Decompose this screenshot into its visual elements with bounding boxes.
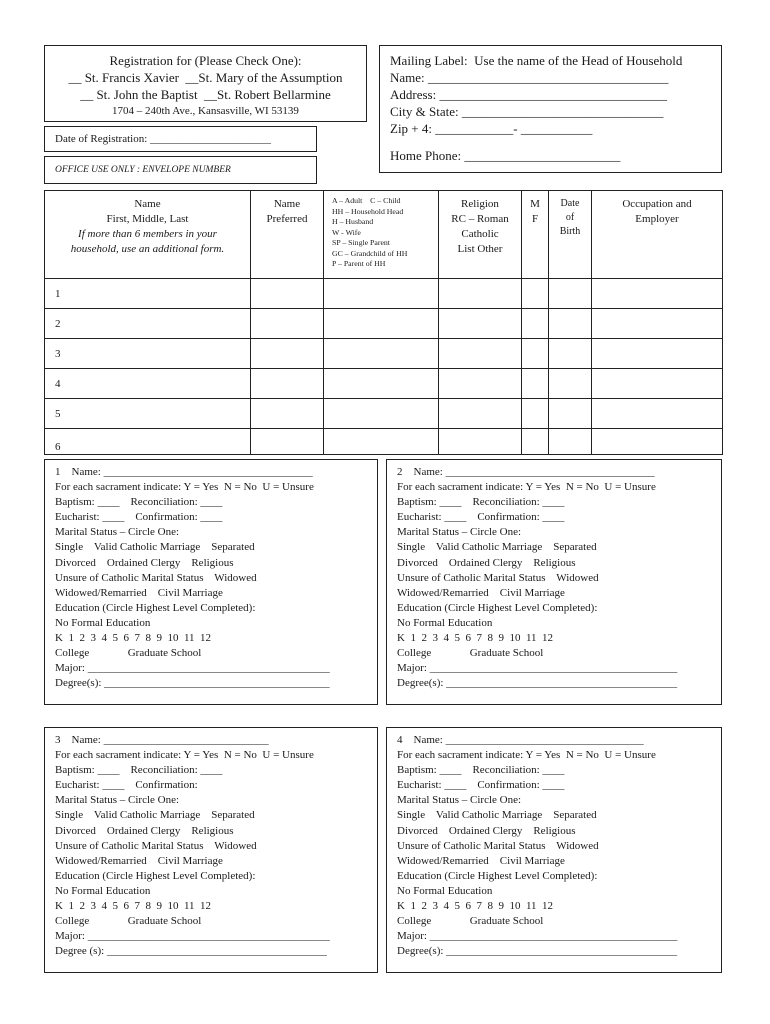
marital-status-label: Marital Status – Circle One:	[397, 526, 522, 539]
marital-options-1[interactable]: Single Valid Catholic Marriage Separated	[55, 809, 255, 822]
marital-status-label: Marital Status – Circle One:	[55, 526, 180, 539]
table-row	[45, 369, 723, 399]
member-2-sacrament-form	[386, 459, 722, 705]
home-phone-field[interactable]: Home Phone: ________________________	[390, 148, 621, 163]
no-formal-education-option[interactable]: No Formal Education	[55, 616, 151, 629]
header-name-preferred: Name Preferred	[251, 191, 324, 279]
cell[interactable]	[592, 369, 723, 399]
table-row	[45, 279, 723, 309]
baptism-reconciliation-fields[interactable]: Baptism: ____ Reconciliation: ____	[55, 764, 223, 777]
cell[interactable]	[522, 339, 549, 369]
cell[interactable]	[251, 279, 324, 309]
mailing-name-field[interactable]: Name: _____________________________________	[390, 70, 669, 85]
mailing-label-box	[379, 45, 722, 173]
sacrament-instructions: For each sacrament indicate: Y = Yes N = No U = Unsure	[397, 749, 656, 762]
eucharist-confirmation-fields[interactable]: Eucharist: ____ Confirmation: ____	[55, 511, 223, 524]
cell[interactable]	[324, 429, 439, 455]
name-field[interactable]: 4 Name: ____________________________________	[397, 734, 644, 746]
table-header-row	[45, 191, 723, 279]
cell[interactable]	[251, 339, 324, 369]
education-label: Education (Circle Highest Level Completed):	[55, 869, 256, 882]
major-field[interactable]: Major: ____________________________________________	[55, 662, 330, 675]
name-field[interactable]: 3 Name: ______________________________	[55, 734, 269, 746]
marital-options-3[interactable]: Unsure of Catholic Marital Status Widowed	[55, 839, 257, 852]
cell[interactable]	[251, 369, 324, 399]
degrees-field[interactable]: Degree(s): __________________________________________	[397, 945, 678, 958]
cell[interactable]	[324, 369, 439, 399]
header-sex: M F	[522, 191, 549, 279]
table-row	[45, 399, 723, 429]
college-graduate-options[interactable]: College Graduate School	[55, 647, 202, 660]
table-row	[45, 309, 723, 339]
member-4-sacrament-form	[386, 727, 722, 973]
cell[interactable]	[522, 369, 549, 399]
cell[interactable]	[592, 309, 723, 339]
cell[interactable]	[549, 309, 592, 339]
header-occupation: Occupation and Employer	[592, 191, 723, 279]
marital-status-label: Marital Status – Circle One:	[55, 794, 180, 807]
household-members-table	[44, 190, 723, 455]
eucharist-confirmation-fields[interactable]: Eucharist: ____ Confirmation:	[55, 779, 198, 792]
college-graduate-options[interactable]: College Graduate School	[397, 915, 544, 928]
baptism-reconciliation-fields[interactable]: Baptism: ____ Reconciliation: ____	[55, 496, 223, 509]
name-field[interactable]: 2 Name: ______________________________________	[397, 466, 655, 478]
cell[interactable]	[439, 339, 522, 369]
marital-options-2[interactable]: Divorced Ordained Clergy Religious	[55, 824, 234, 837]
mailing-zip-field[interactable]: Zip + 4: ____________- ___________	[390, 121, 593, 136]
marital-status-label: Marital Status – Circle One:	[397, 794, 522, 807]
marital-options-4[interactable]: Widowed/Remarried Civil Marriage	[55, 586, 223, 599]
cell[interactable]	[439, 279, 522, 309]
mailing-city-state-field[interactable]: City & State: _______________________________	[390, 104, 664, 119]
cell[interactable]	[439, 309, 522, 339]
grade-options[interactable]: K 1 2 3 4 5 6 7 8 9 10 11 12	[55, 900, 212, 913]
cell[interactable]	[251, 309, 324, 339]
education-label: Education (Circle Highest Level Completed):	[397, 869, 598, 882]
marital-options-3[interactable]: Unsure of Catholic Marital Status Widowed	[397, 839, 599, 852]
row-number[interactable]: 2	[45, 309, 251, 339]
office-use-label: OFFICE USE ONLY : ENVELOPE NUMBER	[55, 165, 231, 175]
marital-options-4[interactable]: Widowed/Remarried Civil Marriage	[55, 854, 223, 867]
header-relationship-codes: A – Adult C – Child HH – Household Head H – Husband W - Wife SP – Single Parent GC – Grandchild of HH P – Parent of HH	[324, 191, 439, 279]
college-graduate-options[interactable]: College Graduate School	[397, 647, 544, 660]
row-number[interactable]: 1	[45, 279, 251, 309]
member-3-sacrament-form	[44, 727, 378, 973]
eucharist-confirmation-fields[interactable]: Eucharist: ____ Confirmation: ____	[397, 511, 565, 524]
education-label: Education (Circle Highest Level Completed):	[55, 601, 256, 614]
marital-options-1[interactable]: Single Valid Catholic Marriage Separated	[397, 809, 597, 822]
marital-options-3[interactable]: Unsure of Catholic Marital Status Widowed	[55, 571, 257, 584]
cell[interactable]	[251, 399, 324, 429]
marital-options-2[interactable]: Divorced Ordained Clergy Religious	[55, 556, 234, 569]
cell[interactable]	[439, 429, 522, 455]
cell[interactable]	[592, 339, 723, 369]
member-1-sacrament-form	[44, 459, 378, 705]
table-row	[45, 339, 723, 369]
sacrament-instructions: For each sacrament indicate: Y = Yes N = No U = Unsure	[397, 481, 656, 494]
marital-options-4[interactable]: Widowed/Remarried Civil Marriage	[397, 854, 565, 867]
cell[interactable]	[549, 399, 592, 429]
cell[interactable]	[439, 399, 522, 429]
cell[interactable]	[549, 279, 592, 309]
baptism-reconciliation-fields[interactable]: Baptism: ____ Reconciliation: ____	[397, 764, 565, 777]
parish-options-row-2[interactable]: __ St. John the Baptist __St. Robert Bellarmine	[80, 87, 331, 102]
header-religion: Religion RC – Roman Catholic List Other	[439, 191, 522, 279]
row-number[interactable]: 3	[45, 339, 251, 369]
cell[interactable]	[549, 339, 592, 369]
registration-box	[44, 45, 367, 122]
table-row	[45, 429, 723, 455]
cell[interactable]	[324, 279, 439, 309]
eucharist-confirmation-fields[interactable]: Eucharist: ____ Confirmation: ____	[397, 779, 565, 792]
cell[interactable]	[522, 399, 549, 429]
cell[interactable]	[324, 339, 439, 369]
grade-options[interactable]: K 1 2 3 4 5 6 7 8 9 10 11 12	[397, 632, 554, 645]
education-label: Education (Circle Highest Level Completed):	[397, 601, 598, 614]
parish-options-row-1[interactable]: __ St. Francis Xavier __St. Mary of the Assumption	[68, 70, 343, 85]
mailing-label-title: Mailing Label: Use the name of the Head of Household	[390, 53, 683, 68]
header-name: Name First, Middle, Last If more than 6 members in your household, use an additional form.	[45, 191, 251, 279]
date-of-registration-field[interactable]: Date of Registration: ______________________	[55, 133, 272, 145]
no-formal-education-option[interactable]: No Formal Education	[397, 884, 493, 897]
degrees-field[interactable]: Degree(s): _________________________________________	[55, 677, 330, 690]
marital-options-2[interactable]: Divorced Ordained Clergy Religious	[397, 556, 576, 569]
marital-options-2[interactable]: Divorced Ordained Clergy Religious	[397, 824, 576, 837]
cell[interactable]	[549, 369, 592, 399]
college-graduate-options[interactable]: College Graduate School	[55, 915, 202, 928]
grade-options[interactable]: K 1 2 3 4 5 6 7 8 9 10 11 12	[397, 900, 554, 913]
cell[interactable]	[549, 429, 592, 455]
date-of-registration-box	[44, 126, 317, 152]
cell[interactable]	[324, 399, 439, 429]
baptism-reconciliation-fields[interactable]: Baptism: ____ Reconciliation: ____	[397, 496, 565, 509]
grade-options[interactable]: K 1 2 3 4 5 6 7 8 9 10 11 12	[55, 632, 212, 645]
marital-options-3[interactable]: Unsure of Catholic Marital Status Widowed	[397, 571, 599, 584]
degrees-field[interactable]: Degree(s): __________________________________________	[397, 677, 678, 690]
cell[interactable]	[251, 429, 324, 455]
name-field[interactable]: 1 Name: ______________________________________	[55, 466, 313, 478]
marital-options-1[interactable]: Single Valid Catholic Marriage Separated	[397, 541, 597, 554]
cell[interactable]	[324, 309, 439, 339]
row-number[interactable]: 4	[45, 369, 251, 399]
cell[interactable]	[592, 429, 723, 455]
header-date-of-birth: Date of Birth	[549, 191, 592, 279]
row-number[interactable]: 5	[45, 399, 251, 429]
marital-options-4[interactable]: Widowed/Remarried Civil Marriage	[397, 586, 565, 599]
marital-options-1[interactable]: Single Valid Catholic Marriage Separated	[55, 541, 255, 554]
sacrament-instructions: For each sacrament indicate: Y = Yes N = No U = Unsure	[55, 481, 314, 494]
sacrament-instructions: For each sacrament indicate: Y = Yes N = No U = Unsure	[55, 749, 314, 762]
major-field[interactable]: Major: _____________________________________________	[397, 930, 678, 943]
row-number[interactable]: 6	[45, 429, 251, 455]
cell[interactable]	[522, 309, 549, 339]
cell[interactable]	[522, 429, 549, 455]
registration-title: Registration for (Please Check One):	[109, 53, 302, 68]
cell[interactable]	[592, 399, 723, 429]
cell[interactable]	[522, 279, 549, 309]
no-formal-education-option[interactable]: No Formal Education	[55, 884, 151, 897]
no-formal-education-option[interactable]: No Formal Education	[397, 616, 493, 629]
degrees-field[interactable]: Degree (s): ________________________________________	[55, 945, 327, 958]
cell[interactable]	[592, 279, 723, 309]
parish-address: 1704 – 240th Ave., Kansasville, WI 53139	[112, 105, 299, 117]
major-field[interactable]: Major: _____________________________________________	[397, 662, 678, 675]
mailing-address-field[interactable]: Address: ___________________________________	[390, 87, 667, 102]
major-field[interactable]: Major: ____________________________________________	[55, 930, 330, 943]
cell[interactable]	[439, 369, 522, 399]
office-use-box	[44, 156, 317, 184]
